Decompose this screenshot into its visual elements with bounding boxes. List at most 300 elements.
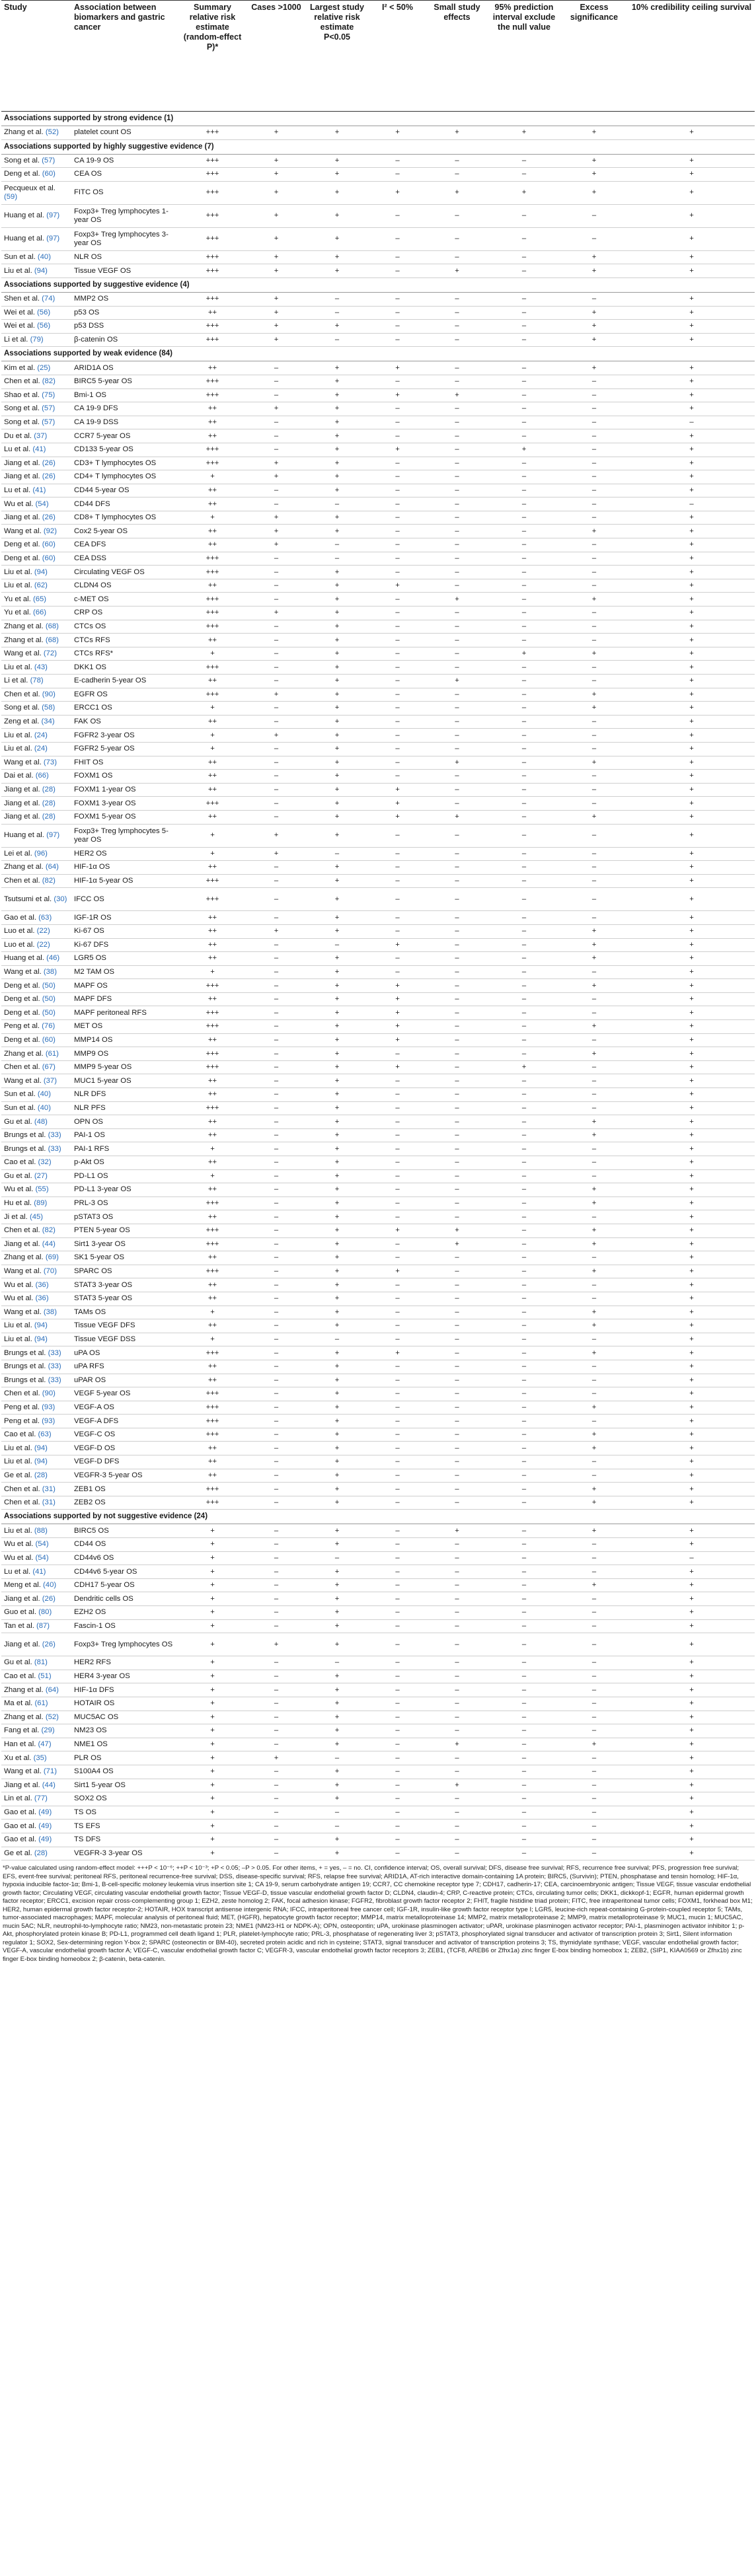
- prediction-interval-cell: –: [488, 1779, 560, 1792]
- study-cell: [1, 1738, 71, 1751]
- i2-cell: –: [369, 154, 426, 168]
- table-row: [1, 979, 755, 993]
- excess-significance-cell: +: [560, 306, 628, 320]
- reference-link[interactable]: (37): [43, 1076, 57, 1085]
- reference-link[interactable]: (89): [34, 1199, 48, 1208]
- excess-significance-cell: +: [560, 1346, 628, 1360]
- cases-cell: –: [248, 1524, 305, 1538]
- credibility-ceiling-cell: +: [628, 1210, 755, 1224]
- reference-link[interactable]: (36): [35, 1294, 49, 1303]
- reference-link[interactable]: (31): [42, 1485, 56, 1493]
- table-row: [1, 579, 755, 593]
- largest-study-cell: +: [305, 756, 369, 770]
- summary-rr-cell: +: [177, 1538, 248, 1552]
- cases-cell: +: [248, 402, 305, 416]
- i2-cell: –: [369, 647, 426, 661]
- excess-significance-cell: +: [560, 333, 628, 347]
- reference-link[interactable]: (57): [42, 156, 56, 165]
- excess-significance-cell: –: [560, 484, 628, 497]
- reference-link[interactable]: (94): [34, 1335, 48, 1344]
- excess-significance-cell: +: [560, 250, 628, 264]
- cases-cell: –: [248, 702, 305, 716]
- i2-cell: –: [369, 1765, 426, 1779]
- reference-link[interactable]: (54): [35, 1553, 49, 1562]
- table-row: [1, 1792, 755, 1806]
- i2-cell: –: [369, 847, 426, 861]
- reference-link[interactable]: (66): [32, 608, 47, 617]
- prediction-interval-cell: –: [488, 729, 560, 743]
- association-cell: Foxp3+ Treg lymphocytes OS: [71, 1633, 177, 1656]
- reference-link[interactable]: (50): [42, 1008, 56, 1017]
- summary-rr-cell: +++: [177, 552, 248, 566]
- i2-cell: –: [369, 1551, 426, 1565]
- association-cell: ZEB1 OS: [71, 1483, 177, 1496]
- reference-link[interactable]: (64): [45, 863, 59, 871]
- cases-cell: –: [248, 1101, 305, 1115]
- credibility-ceiling-cell: +: [628, 1060, 755, 1074]
- reference-link[interactable]: (68): [45, 636, 59, 644]
- reference-link[interactable]: (55): [35, 1185, 49, 1194]
- study-author: Chen et al.: [4, 690, 40, 698]
- study-author: Brungs et al.: [4, 1376, 46, 1384]
- table-row: [1, 333, 755, 347]
- i2-cell: –: [369, 1142, 426, 1156]
- small-study-cell: –: [426, 1538, 488, 1552]
- largest-study-cell: +: [305, 1779, 369, 1792]
- credibility-ceiling-cell: +: [628, 1292, 755, 1306]
- cases-cell: –: [248, 1224, 305, 1237]
- reference-link[interactable]: (33): [48, 1376, 61, 1384]
- reference-link[interactable]: (94): [34, 1444, 48, 1452]
- reference-link[interactable]: (94): [34, 266, 48, 275]
- summary-rr-cell: ++: [177, 924, 248, 938]
- reference-link[interactable]: (65): [32, 595, 47, 603]
- reference-link[interactable]: (94): [34, 1321, 48, 1330]
- reference-link[interactable]: (40): [43, 1581, 57, 1590]
- reference-link[interactable]: (74): [42, 295, 56, 303]
- study-author: Jiang et al.: [4, 1781, 40, 1789]
- reference-link[interactable]: (90): [42, 1389, 56, 1398]
- largest-study-cell: +: [305, 965, 369, 979]
- small-study-cell: –: [426, 1183, 488, 1197]
- summary-rr-cell: +++: [177, 1196, 248, 1210]
- table-row: [1, 1387, 755, 1401]
- credibility-ceiling-cell: +: [628, 1006, 755, 1020]
- reference-link[interactable]: (62): [34, 581, 48, 590]
- association-cell: uPA OS: [71, 1346, 177, 1360]
- cases-cell: +: [248, 847, 305, 861]
- summary-rr-cell: ++: [177, 306, 248, 320]
- reference-link[interactable]: (26): [42, 459, 56, 467]
- study-author: Wang et al.: [4, 758, 42, 766]
- reference-link[interactable]: (60): [42, 540, 56, 549]
- reference-link[interactable]: (33): [48, 1348, 61, 1357]
- reference-link[interactable]: (35): [33, 1753, 47, 1762]
- summary-rr-cell: +: [177, 1724, 248, 1738]
- largest-study-cell: +: [305, 1847, 369, 1860]
- prediction-interval-cell: +: [488, 181, 560, 204]
- table-row: [1, 1633, 755, 1656]
- credibility-ceiling-cell: +: [628, 938, 755, 952]
- reference-link[interactable]: (63): [38, 1430, 52, 1439]
- credibility-ceiling-cell: +: [628, 227, 755, 250]
- association-cell: MMP9 OS: [71, 1047, 177, 1061]
- excess-significance-cell: +: [560, 168, 628, 182]
- prediction-interval-cell: –: [488, 1401, 560, 1415]
- reference-link[interactable]: (93): [42, 1403, 56, 1411]
- small-study-cell: –: [426, 1496, 488, 1510]
- study-author: Ge et al.: [4, 1849, 32, 1857]
- reference-link[interactable]: (90): [42, 690, 56, 698]
- table-row: [1, 593, 755, 607]
- reference-link[interactable]: (30): [54, 895, 67, 903]
- largest-study-cell: +: [305, 797, 369, 811]
- reference-link[interactable]: (25): [37, 363, 51, 372]
- cases-cell: –: [248, 1779, 305, 1792]
- reference-link[interactable]: (41): [32, 1567, 46, 1576]
- study-author: Wang et al.: [4, 527, 42, 535]
- prediction-interval-cell: –: [488, 264, 560, 278]
- study-author: Ji et al.: [4, 1212, 28, 1221]
- excess-significance-cell: –: [560, 1806, 628, 1820]
- i2-cell: –: [369, 607, 426, 620]
- reference-link[interactable]: (44): [42, 1781, 56, 1789]
- reference-link[interactable]: (40): [37, 253, 51, 262]
- reference-link[interactable]: (81): [34, 1658, 48, 1667]
- reference-link[interactable]: (44): [42, 1239, 56, 1248]
- summary-rr-cell: +: [177, 1551, 248, 1565]
- reference-link[interactable]: (58): [42, 704, 56, 712]
- reference-link[interactable]: (41): [32, 486, 46, 494]
- association-cell: SOX2 OS: [71, 1792, 177, 1806]
- reference-link[interactable]: (49): [38, 1822, 52, 1830]
- prediction-interval-cell: –: [488, 1683, 560, 1697]
- reference-link[interactable]: (88): [34, 1526, 48, 1535]
- cases-cell: +: [248, 924, 305, 938]
- prediction-interval-cell: –: [488, 1592, 560, 1606]
- reference-link[interactable]: (79): [30, 336, 44, 344]
- reference-link[interactable]: (33): [48, 1131, 61, 1140]
- largest-study-cell: +: [305, 1374, 369, 1387]
- i2-cell: –: [369, 470, 426, 484]
- prediction-interval-cell: –: [488, 484, 560, 497]
- reference-link[interactable]: (67): [42, 1063, 56, 1072]
- excess-significance-cell: –: [560, 1415, 628, 1428]
- excess-significance-cell: +: [560, 1265, 628, 1278]
- small-study-cell: –: [426, 1319, 488, 1333]
- reference-link[interactable]: (50): [42, 995, 56, 1004]
- table-row: [1, 1360, 755, 1374]
- reference-link[interactable]: (24): [34, 745, 48, 753]
- reference-link[interactable]: (49): [38, 1835, 52, 1844]
- reference-link[interactable]: (57): [42, 404, 56, 413]
- summary-rr-cell: ++: [177, 1128, 248, 1142]
- summary-rr-cell: ++: [177, 911, 248, 925]
- evidence-table: [1, 0, 755, 1964]
- reference-link[interactable]: (97): [46, 831, 60, 840]
- reference-link[interactable]: (60): [42, 554, 56, 562]
- i2-cell: –: [369, 1237, 426, 1251]
- reference-link[interactable]: (54): [35, 499, 49, 508]
- credibility-ceiling-cell: +: [628, 824, 755, 847]
- credibility-ceiling-cell: +: [628, 264, 755, 278]
- reference-link[interactable]: (93): [42, 1417, 56, 1425]
- excess-significance-cell: –: [560, 1156, 628, 1170]
- i2-cell: –: [369, 661, 426, 675]
- i2-cell: –: [369, 1578, 426, 1592]
- table-row: [1, 1592, 755, 1606]
- reference-link[interactable]: (82): [42, 377, 56, 386]
- reference-link[interactable]: (64): [45, 1685, 59, 1694]
- reference-link[interactable]: (56): [37, 322, 51, 330]
- reference-link[interactable]: (26): [42, 513, 56, 522]
- prediction-interval-cell: –: [488, 1101, 560, 1115]
- excess-significance-cell: –: [560, 1779, 628, 1792]
- summary-rr-cell: +++: [177, 388, 248, 402]
- reference-link[interactable]: (57): [42, 418, 56, 427]
- table-row: [1, 952, 755, 966]
- reference-link[interactable]: (48): [34, 1117, 48, 1126]
- reference-link[interactable]: (61): [45, 1049, 59, 1058]
- summary-rr-cell: +: [177, 847, 248, 861]
- prediction-interval-cell: –: [488, 511, 560, 525]
- prediction-interval-cell: –: [488, 227, 560, 250]
- reference-link[interactable]: (72): [43, 649, 57, 658]
- reference-link[interactable]: (82): [42, 877, 56, 885]
- largest-study-cell: +: [305, 1833, 369, 1847]
- reference-link[interactable]: (33): [48, 1144, 61, 1153]
- reference-link[interactable]: (70): [43, 1267, 57, 1276]
- reference-link[interactable]: (26): [42, 1594, 56, 1603]
- credibility-ceiling-cell: +: [628, 1128, 755, 1142]
- cases-cell: +: [248, 250, 305, 264]
- cases-cell: –: [248, 715, 305, 729]
- association-cell: TAMs OS: [71, 1306, 177, 1319]
- cases-cell: –: [248, 1683, 305, 1697]
- reference-link[interactable]: (45): [29, 1212, 44, 1221]
- small-study-cell: –: [426, 1360, 488, 1374]
- reference-link[interactable]: (36): [35, 1280, 49, 1289]
- cases-cell: –: [248, 1428, 305, 1442]
- prediction-interval-cell: –: [488, 797, 560, 811]
- reference-link[interactable]: (61): [34, 1699, 48, 1708]
- association-cell: LGR5 OS: [71, 952, 177, 966]
- reference-link[interactable]: (26): [42, 472, 56, 481]
- cases-cell: –: [248, 1128, 305, 1142]
- i2-cell: –: [369, 1633, 426, 1656]
- association-cell: SPARC OS: [71, 1265, 177, 1278]
- reference-link[interactable]: (54): [35, 1540, 49, 1549]
- cases-cell: –: [248, 1469, 305, 1483]
- reference-link[interactable]: (82): [42, 1226, 56, 1235]
- i2-cell: –: [369, 1374, 426, 1387]
- study-cell: [1, 264, 71, 278]
- reference-link[interactable]: (29): [41, 1726, 55, 1735]
- reference-link[interactable]: (92): [43, 527, 57, 535]
- reference-link[interactable]: (33): [48, 1362, 61, 1371]
- prediction-interval-cell: –: [488, 979, 560, 993]
- reference-link[interactable]: (96): [34, 849, 48, 858]
- study-author: Wang et al.: [4, 1267, 42, 1276]
- reference-link[interactable]: (22): [36, 940, 50, 949]
- association-cell: HOTAIR OS: [71, 1697, 177, 1711]
- prediction-interval-cell: –: [488, 1455, 560, 1469]
- small-study-cell: –: [426, 938, 488, 952]
- study-author: Jiang et al.: [4, 786, 40, 794]
- prediction-interval-cell: –: [488, 1224, 560, 1237]
- study-author: Chen et al.: [4, 1389, 40, 1398]
- largest-study-cell: +: [305, 1088, 369, 1102]
- cases-cell: –: [248, 1387, 305, 1401]
- association-cell: Sirt1 3-year OS: [71, 1237, 177, 1251]
- table-row: [1, 1724, 755, 1738]
- reference-link[interactable]: (32): [38, 1158, 52, 1167]
- section-header-row: [1, 112, 755, 126]
- column-header-i2: I² < 50%: [369, 1, 426, 112]
- reference-link[interactable]: (78): [30, 677, 44, 685]
- excess-significance-cell: –: [560, 1455, 628, 1469]
- study-cell: [1, 1724, 71, 1738]
- reference-link[interactable]: (27): [34, 1171, 48, 1180]
- i2-cell: –: [369, 1606, 426, 1620]
- i2-cell: –: [369, 1210, 426, 1224]
- prediction-interval-cell: –: [488, 715, 560, 729]
- credibility-ceiling-cell: +: [628, 429, 755, 443]
- association-cell: CTCs OS: [71, 620, 177, 634]
- cases-cell: –: [248, 742, 305, 756]
- reference-link[interactable]: (94): [34, 1457, 48, 1466]
- table-row: [1, 924, 755, 938]
- study-cell: [1, 333, 71, 347]
- reference-link[interactable]: (71): [43, 1767, 57, 1776]
- reference-link[interactable]: (41): [32, 445, 46, 454]
- largest-study-cell: –: [305, 1551, 369, 1565]
- reference-link[interactable]: (76): [42, 1022, 56, 1031]
- cases-cell: –: [248, 1847, 305, 1860]
- reference-link[interactable]: (47): [38, 1740, 52, 1749]
- reference-link[interactable]: (63): [38, 913, 52, 922]
- reference-link[interactable]: (34): [41, 718, 55, 726]
- prediction-interval-cell: –: [488, 1578, 560, 1592]
- largest-study-cell: +: [305, 402, 369, 416]
- reference-link[interactable]: (97): [46, 235, 60, 243]
- i2-cell: –: [369, 620, 426, 634]
- reference-link[interactable]: (51): [38, 1672, 52, 1681]
- credibility-ceiling-cell: –: [628, 497, 755, 511]
- summary-rr-cell: +++: [177, 1346, 248, 1360]
- reference-link[interactable]: (46): [46, 954, 60, 963]
- reference-link[interactable]: (50): [42, 981, 56, 990]
- summary-rr-cell: +++: [177, 1224, 248, 1237]
- reference-link[interactable]: (97): [46, 211, 60, 220]
- reference-link[interactable]: (68): [45, 622, 59, 630]
- table-row: [1, 1711, 755, 1724]
- reference-link[interactable]: (52): [45, 1712, 59, 1721]
- i2-cell: +: [369, 783, 426, 797]
- reference-link[interactable]: (75): [42, 390, 56, 399]
- reference-link[interactable]: (38): [43, 1307, 57, 1316]
- credibility-ceiling-cell: +: [628, 1237, 755, 1251]
- study-cell: [1, 250, 71, 264]
- reference-link[interactable]: (37): [34, 431, 48, 440]
- study-author: Deng et al.: [4, 540, 40, 549]
- reference-link[interactable]: (43): [34, 663, 48, 671]
- table-row: [1, 1483, 755, 1496]
- reference-link[interactable]: (40): [37, 1090, 51, 1099]
- reference-link[interactable]: (66): [35, 772, 49, 780]
- reference-link[interactable]: (60): [42, 1035, 56, 1044]
- reference-link[interactable]: (94): [34, 568, 48, 576]
- cases-cell: –: [248, 675, 305, 688]
- reference-link[interactable]: (49): [38, 1808, 52, 1817]
- reference-link[interactable]: (28): [42, 786, 56, 794]
- reference-link[interactable]: (80): [38, 1608, 52, 1617]
- reference-link[interactable]: (87): [36, 1621, 50, 1630]
- small-study-cell: –: [426, 1374, 488, 1387]
- study-cell: [1, 292, 71, 306]
- reference-link[interactable]: (77): [34, 1794, 48, 1803]
- reference-link[interactable]: (26): [42, 1640, 56, 1648]
- reference-link[interactable]: (31): [42, 1498, 56, 1507]
- largest-study-cell: +: [305, 1401, 369, 1415]
- table-row: [1, 1496, 755, 1510]
- study-author: Chen et al.: [4, 1498, 40, 1507]
- small-study-cell: –: [426, 1088, 488, 1102]
- small-study-cell: –: [426, 1792, 488, 1806]
- reference-link[interactable]: (52): [45, 128, 59, 137]
- summary-rr-cell: ++: [177, 1115, 248, 1129]
- study-cell: [1, 470, 71, 484]
- i2-cell: –: [369, 1442, 426, 1455]
- excess-significance-cell: –: [560, 1210, 628, 1224]
- reference-link[interactable]: (60): [42, 170, 56, 178]
- reference-link[interactable]: (28): [42, 813, 56, 821]
- reference-link[interactable]: (73): [43, 758, 57, 766]
- reference-link[interactable]: (56): [37, 308, 51, 316]
- reference-link[interactable]: (40): [37, 1103, 51, 1112]
- study-cell: [1, 1833, 71, 1847]
- table-row: [1, 770, 755, 784]
- excess-significance-cell: +: [560, 1496, 628, 1510]
- table-row: [1, 1033, 755, 1047]
- reference-link[interactable]: (28): [34, 1471, 48, 1479]
- prediction-interval-cell: –: [488, 320, 560, 334]
- cases-cell: –: [248, 1251, 305, 1265]
- column-header-association: Association between biomarkers and gastric cancer: [71, 1, 177, 112]
- reference-link[interactable]: (38): [43, 967, 57, 976]
- reference-link[interactable]: (59): [4, 192, 18, 201]
- summary-rr-cell: +++: [177, 1496, 248, 1510]
- reference-link[interactable]: (24): [34, 731, 48, 739]
- reference-link[interactable]: (28): [42, 799, 56, 807]
- study-author: Brungs et al.: [4, 1144, 46, 1153]
- study-author: Jiang et al.: [4, 459, 40, 467]
- association-cell: OPN OS: [71, 1115, 177, 1129]
- small-study-cell: –: [426, 443, 488, 457]
- reference-link[interactable]: (22): [36, 927, 50, 936]
- table-row: [1, 375, 755, 388]
- excess-significance-cell: –: [560, 227, 628, 250]
- reference-link[interactable]: (28): [34, 1849, 48, 1857]
- study-author: Peng et al.: [4, 1403, 40, 1411]
- study-cell: [1, 607, 71, 620]
- reference-link[interactable]: (69): [45, 1253, 59, 1262]
- i2-cell: +: [369, 388, 426, 402]
- prediction-interval-cell: –: [488, 1346, 560, 1360]
- small-study-cell: –: [426, 824, 488, 847]
- summary-rr-cell: +++: [177, 620, 248, 634]
- association-cell: MUC5AC OS: [71, 1711, 177, 1724]
